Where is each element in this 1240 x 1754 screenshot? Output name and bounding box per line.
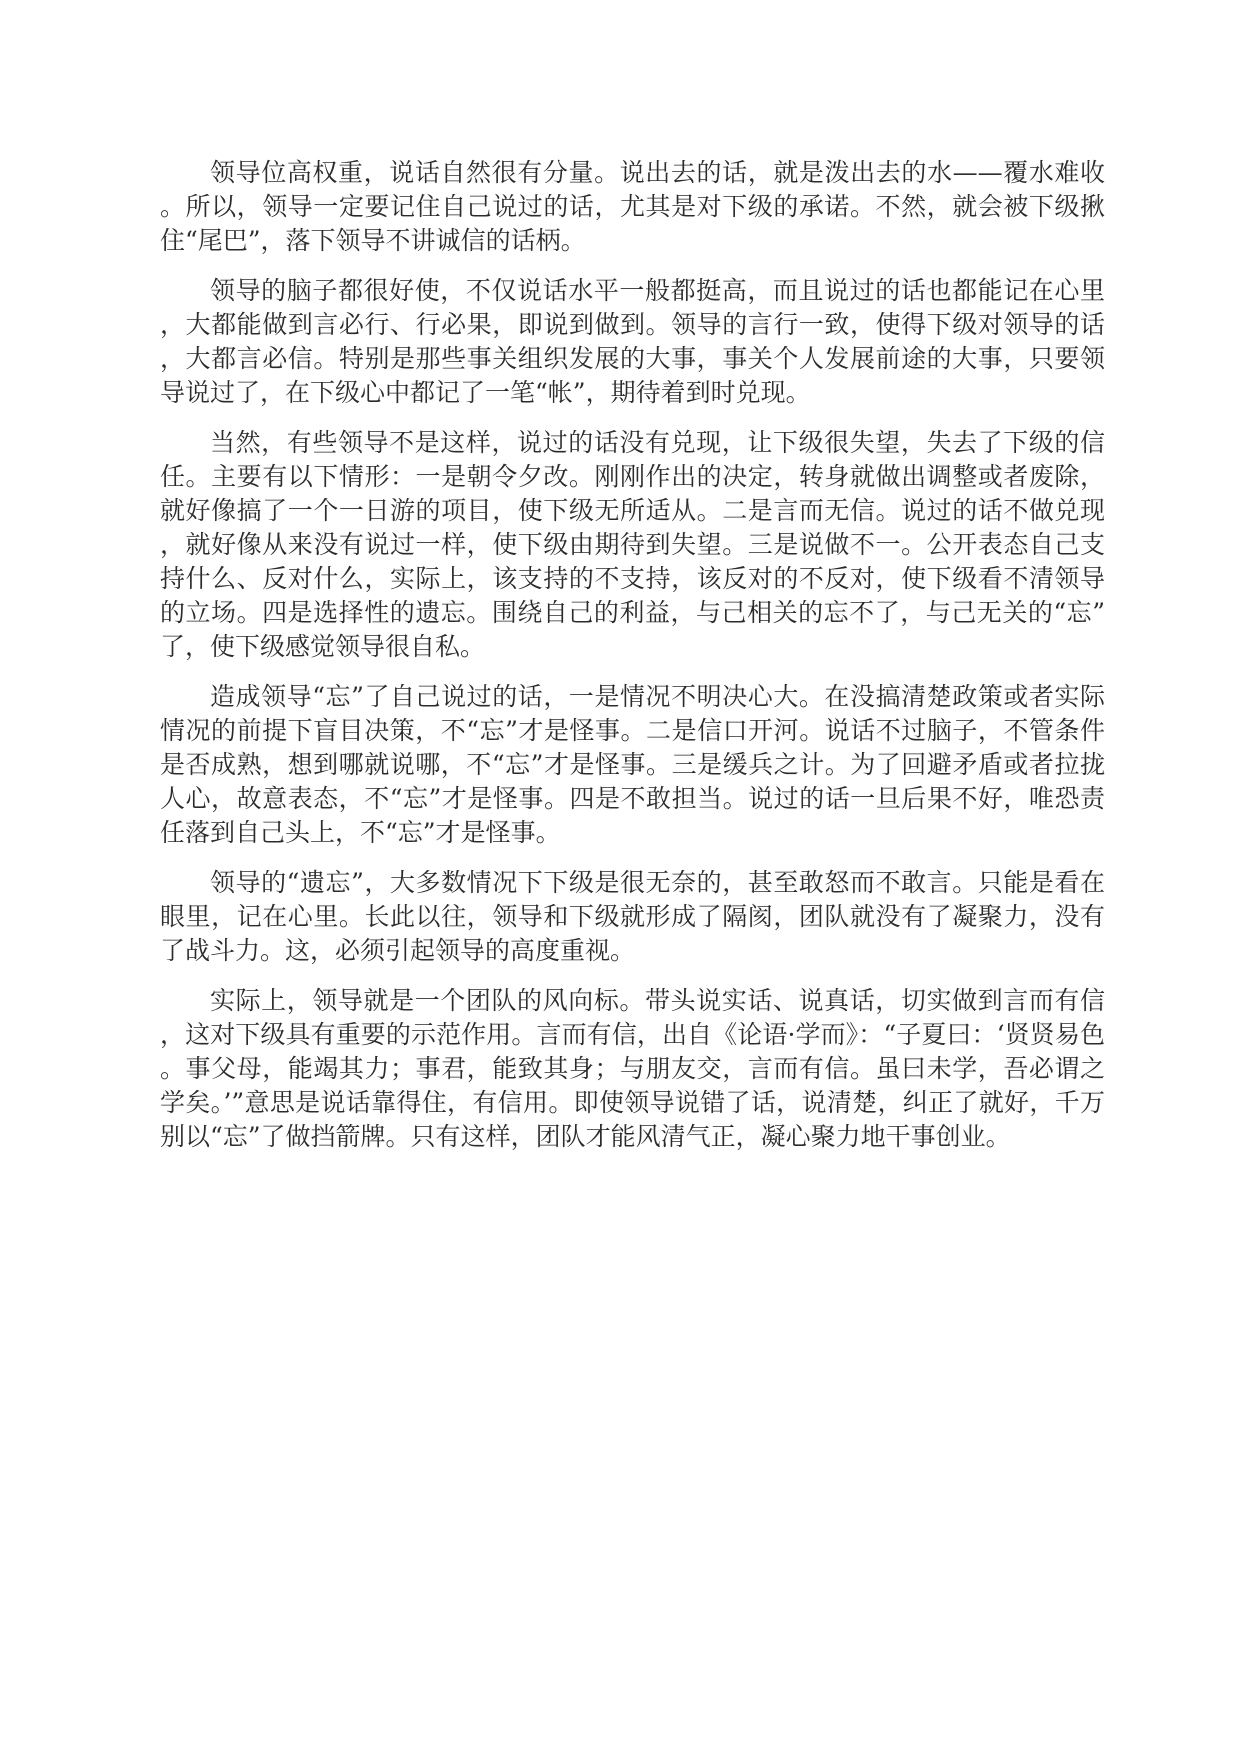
paragraph-3: 当然，有些领导不是这样，说过的话没有兑现，让下级很失望，失去了下级的信任。主要有以下情形：一是朝令夕改。刚刚作出的决定，转身就做出调整或者废除，就好像搞了一个一日游的项目，使下级无所适从。二是言而无信。说过的话不做兑现，就好像从来没有说过一样，使下级由期待到失望。三是说做不一。公开表态自己支持什么、反对什么，实际上，该支持的不支持，该反对的不反对，使下级看不清领导的立场。四是选择性的遗忘。围绕自己的利益，与己相关的忘不了，与己无关的“忘”了，使下级感觉领导很自私。 (160, 428, 1105, 661)
paragraph-2: 领导的脑子都很好使，不仅说话水平一般都挺高，而且说过的话也都能记在心里，大都能做到言必行、行必果，即说到做到。领导的言行一致，使得下级对领导的话，大都言必信。特别是那些事关组织发展的大事，事关个人发展前途的大事，只要领导说过了，在下级心中都记了一笔“帐”，期待着到时兑现。 (160, 276, 1105, 407)
paragraph-6: 实际上，领导就是一个团队的风向标。带头说实话、说真话，切实做到言而有信，这对下级具有重要的示范作用。言而有信，出自《论语·学而》：“子夏曰：‘贤贤易色。事父母，能竭其力；事君，能致其身；与朋友交，言而有信。虽曰未学，吾必谓之学矣。’”意思是说话靠得住，有信用。即使领导说错了话，说清楚，纠正了就好，千万别以“忘”了做挡箭牌。只有这样，团队才能风清气正，凝心聚力地干事创业。 (160, 986, 1105, 1151)
article-body (160, 156, 1105, 1170)
paragraph-5: 领导的“遗忘”，大多数情况下下级是很无奈的，甚至敢怒而不敢言。只能是看在眼里，记在心里。长此以往，领导和下级就形成了隔阂，团队就没有了凝聚力，没有了战斗力。这，必须引起领导的高度重视。 (160, 868, 1105, 965)
paragraph-1: 领导位高权重，说话自然很有分量。说出去的话，就是泼出去的水——覆水难收。所以，领导一定要记住自己说过的话，尤其是对下级的承诺。不然，就会被下级揪住“尾巴”，落下领导不讲诚信的话柄。 (160, 158, 1105, 255)
paragraph-4: 造成领导“忘”了自己说过的话，一是情况不明决心大。在没搞清楚政策或者实际情况的前提下盲目决策，不“忘”才是怪事。二是信口开河。说话不过脑子，不管条件是否成熟，想到哪就说哪，不“忘”才是怪事。三是缓兵之计。为了回避矛盾或者拉拢人心，故意表态，不“忘”才是怪事。四是不敢担当。说过的话一旦后果不好，唯恐责任落到自己头上，不“忘”才是怪事。 (160, 682, 1105, 847)
